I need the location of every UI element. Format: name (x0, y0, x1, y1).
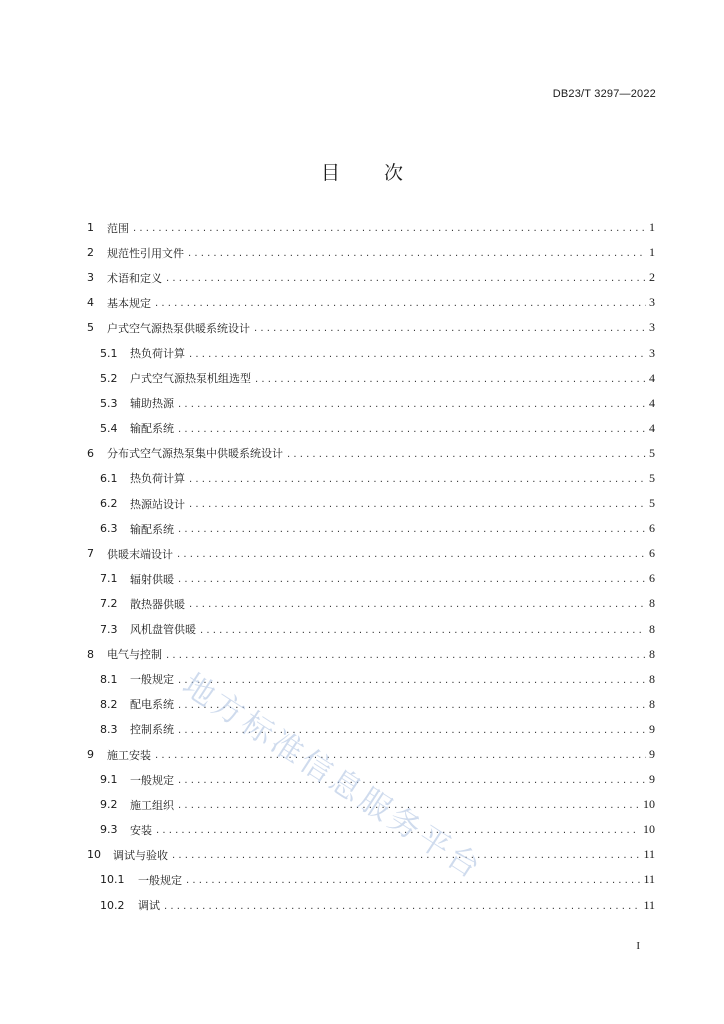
toc-entry-title: 基本规定 (107, 296, 151, 310)
toc-entry-title: 户式空气源热泵机组选型 (130, 372, 251, 386)
toc-entry-title: 风机盘管供暖 (130, 623, 196, 637)
toc-entry-title: 调试与验收 (113, 848, 168, 862)
toc-entry[interactable] (87, 441, 655, 466)
toc-leader-dots (178, 800, 640, 811)
toc-entry[interactable] (87, 742, 655, 767)
toc-leader-dots (172, 850, 640, 861)
document-code: DB23/T 3297—2022 (552, 88, 656, 100)
toc-entry-title: 户式空气源热泵供暖系统设计 (107, 321, 250, 335)
toc-entry-page: 8 (649, 671, 655, 686)
toc-entry-title: 安装 (130, 823, 152, 837)
toc-entry-number: 10.1 (100, 873, 125, 887)
toc-entry-page: 6 (649, 546, 655, 561)
toc-entry-number: 9.2 (100, 798, 118, 812)
toc-leader-dots (178, 725, 646, 736)
toc-entry-page: 11 (643, 872, 655, 887)
toc-entry-number: 7.3 (100, 622, 118, 636)
toc-leader-dots (155, 750, 646, 761)
toc-entry[interactable] (87, 717, 655, 742)
toc-entry[interactable] (87, 842, 655, 867)
toc-leader-dots (189, 349, 646, 360)
toc-entry-title: 输配系统 (130, 522, 174, 536)
toc-leader-dots (178, 700, 646, 711)
toc-entry-number: 7.2 (100, 597, 118, 611)
toc-entry[interactable] (87, 642, 655, 667)
toc-entry[interactable] (87, 893, 655, 918)
toc-entry[interactable] (87, 290, 655, 315)
toc-entry[interactable] (87, 240, 655, 265)
toc-entry-title: 热负荷计算 (130, 472, 185, 486)
toc-leader-dots (156, 825, 640, 836)
toc-entry-page: 4 (649, 395, 655, 410)
page-number: I (636, 940, 640, 952)
toc-entry-page: 1 (649, 245, 655, 260)
toc-entry[interactable] (87, 391, 655, 416)
toc-entry-page: 4 (649, 370, 655, 385)
toc-entry-page: 3 (649, 345, 655, 360)
toc-entry[interactable] (87, 767, 655, 792)
toc-entry[interactable] (87, 466, 655, 491)
toc-entry-number: 8.2 (100, 697, 118, 711)
toc-leader-dots (178, 399, 646, 410)
toc-entry[interactable] (87, 340, 655, 365)
toc-leader-dots (255, 374, 646, 385)
toc-entry[interactable] (87, 566, 655, 591)
toc-entry-number: 7.1 (100, 572, 118, 586)
toc-entry-number: 5 (87, 321, 94, 335)
toc-entry-number: 8.1 (100, 672, 118, 686)
toc-entry-title: 一般规定 (138, 873, 182, 887)
toc-entry[interactable] (87, 491, 655, 516)
toc-entry-number: 9.1 (100, 773, 118, 787)
toc-entry-title: 规范性引用文件 (107, 246, 184, 260)
toc-entry-number: 9.3 (100, 823, 118, 837)
toc-leader-dots (177, 549, 646, 560)
toc-entry[interactable] (87, 792, 655, 817)
toc-entry-number: 2 (87, 246, 94, 260)
toc-leader-dots (178, 424, 646, 435)
toc-entry-title: 控制系统 (130, 723, 174, 737)
toc-entry-page: 5 (649, 496, 655, 511)
toc-entry-number: 5.4 (100, 421, 118, 435)
toc-entry-number: 5.3 (100, 396, 118, 410)
toc-entry-title: 分布式空气源热泵集中供暖系统设计 (107, 447, 283, 461)
toc-entry-number: 4 (87, 296, 94, 310)
toc-entry-number: 5.1 (100, 346, 118, 360)
toc-leader-dots (166, 650, 646, 661)
toc-entry-number: 6 (87, 446, 94, 460)
toc-entry-page: 8 (649, 696, 655, 711)
toc-entry-number: 6.2 (100, 497, 118, 511)
toc-entry-page: 8 (649, 596, 655, 611)
toc-entry-title: 辅助热源 (130, 397, 174, 411)
toc-entry-title: 热负荷计算 (130, 347, 185, 361)
toc-entry-page: 8 (649, 646, 655, 661)
toc-entry-page: 2 (649, 270, 655, 285)
toc-entry[interactable] (87, 541, 655, 566)
watermark: 地方标准信息服务平台 (176, 666, 490, 888)
toc-entry-page: 3 (649, 320, 655, 335)
toc-leader-dots (155, 298, 646, 309)
toc-entry[interactable] (87, 867, 655, 892)
toc-entry-number: 10 (87, 848, 101, 862)
toc-leader-dots (200, 625, 646, 636)
toc-entry-number: 6.1 (100, 471, 118, 485)
toc-entry-title: 一般规定 (130, 773, 174, 787)
toc-entry-title: 术语和定义 (107, 271, 162, 285)
toc-entry[interactable] (87, 215, 655, 240)
toc-leader-dots (189, 599, 646, 610)
toc-entry-title: 供暖末端设计 (107, 547, 173, 561)
toc-leader-dots (178, 524, 646, 535)
toc-entry-page: 6 (649, 521, 655, 536)
toc-entry-number: 8.3 (100, 722, 118, 736)
toc-leader-dots (254, 323, 646, 334)
toc-entry-page: 10 (643, 822, 655, 837)
toc-entry-number: 7 (87, 547, 94, 561)
toc-entry-number: 1 (87, 221, 94, 235)
toc-leader-dots (178, 574, 646, 585)
toc-entry-title: 热源站设计 (130, 497, 185, 511)
toc-entry-number: 6.3 (100, 522, 118, 536)
toc-entry-number: 8 (87, 647, 94, 661)
toc-entry[interactable] (87, 817, 655, 842)
toc-leader-dots (189, 499, 646, 510)
toc-entry-number: 9 (87, 748, 94, 762)
toc-entry-title: 施工安装 (107, 748, 151, 762)
toc-entry-title: 调试 (138, 899, 160, 913)
toc-entry-page: 5 (649, 470, 655, 485)
toc-entry-page: 6 (649, 571, 655, 586)
toc-entry-page: 9 (649, 747, 655, 762)
toc-entry[interactable] (87, 366, 655, 391)
toc-entry-page: 9 (649, 772, 655, 787)
table-of-contents (87, 215, 655, 918)
toc-entry-title: 范围 (107, 221, 129, 235)
toc-leader-dots (133, 223, 646, 234)
toc-entry-page: 3 (649, 295, 655, 310)
toc-entry-title: 施工组织 (130, 798, 174, 812)
toc-leader-dots (178, 675, 646, 686)
toc-entry-page: 9 (649, 721, 655, 736)
toc-entry-title: 辐射供暖 (130, 572, 174, 586)
toc-entry-title: 散热器供暖 (130, 597, 185, 611)
toc-entry-page: 11 (643, 847, 655, 862)
toc-entry[interactable] (87, 667, 655, 692)
toc-entry-number: 10.2 (100, 898, 125, 912)
toc-entry[interactable] (87, 516, 655, 541)
toc-entry[interactable] (87, 617, 655, 642)
toc-entry-page: 5 (649, 445, 655, 460)
toc-entry[interactable] (87, 416, 655, 441)
toc-leader-dots (178, 775, 646, 786)
toc-entry-title: 配电系统 (130, 698, 174, 712)
toc-entry-number: 5.2 (100, 371, 118, 385)
toc-entry-title: 输配系统 (130, 422, 174, 436)
toc-leader-dots (164, 901, 640, 912)
toc-entry-page: 10 (643, 797, 655, 812)
toc-entry-page: 1 (649, 220, 655, 235)
toc-leader-dots (287, 449, 646, 460)
toc-entry[interactable] (87, 265, 655, 290)
toc-leader-dots (166, 273, 646, 284)
toc-leader-dots (189, 474, 646, 485)
page-title: 目次 (320, 162, 447, 184)
toc-entry-title: 电气与控制 (107, 648, 162, 662)
toc-leader-dots (188, 248, 646, 259)
toc-entry-page: 11 (643, 897, 655, 912)
toc-entry-page: 4 (649, 420, 655, 435)
toc-entry-number: 3 (87, 271, 94, 285)
toc-entry[interactable] (87, 692, 655, 717)
toc-entry[interactable] (87, 315, 655, 340)
toc-entry[interactable] (87, 591, 655, 616)
toc-leader-dots (186, 875, 640, 886)
toc-entry-title: 一般规定 (130, 673, 174, 687)
toc-entry-page: 8 (649, 621, 655, 636)
